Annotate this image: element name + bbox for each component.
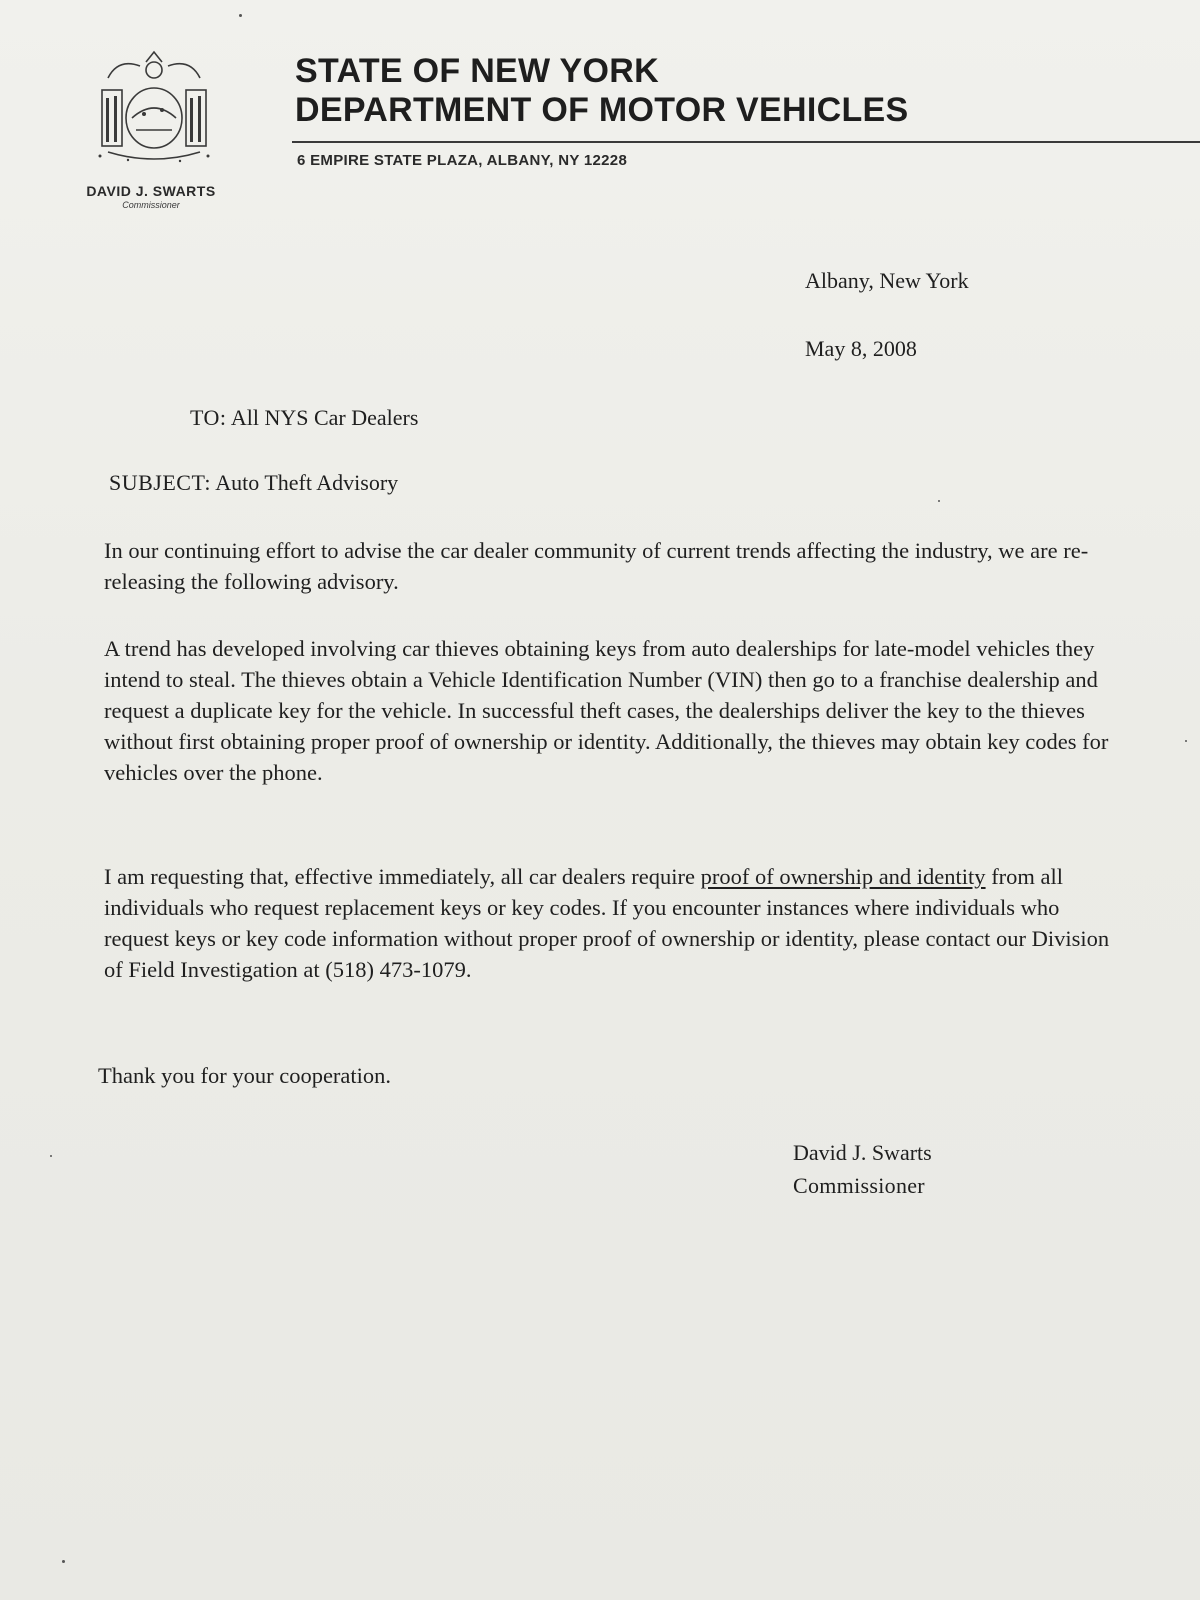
memo-subject-line [109,470,398,496]
signature-title: Commissioner [793,1173,925,1198]
commissioner-name: DAVID J. SWARTS [86,183,216,199]
memo-to-line [190,405,418,431]
commissioner-block [56,183,246,210]
letter-place: Albany, New York [805,268,969,293]
memo-to-label: TO: [190,405,227,430]
paper-speck [1185,740,1187,742]
memo-subject-label: SUBJECT: [109,470,211,495]
body-paragraph-closing: Thank you for your cooperation. [98,1063,392,1088]
body-paragraph-trend: A trend has developed involving car thieves obtaining keys from auto dealerships for late-model vehicles they intend to steal. The thieves obtain a Vehicle Identification Number (VIN) then go to a franchise dealership and request a duplicate key for the vehicle. In successful theft cases, the dealerships deliver the key to the thieves without first obtaining proper proof of ownership or identity. Additionally, the thieves may obtain key codes for vehicles over the phone. [104,636,1109,785]
letterhead-rule [292,141,1200,143]
memo-subject-value: Auto Theft Advisory [215,470,399,495]
commissioner-title: Commissioner [122,200,180,210]
agency-line-state: STATE OF NEW YORK [295,52,659,90]
paper-speck [50,1155,52,1157]
request-text-end: from all individuals who request replacement keys or key codes. If you encounter instances where individuals who request keys or key code information without proper proof of ownership or identity, please contact our Division of Field Investigation at (518) 473-1079. [104,864,1110,982]
request-text-start: I am requesting that, effective immediately, all car dealers require [104,864,701,889]
agency-line-department: DEPARTMENT OF MOTOR VEHICLES [295,91,909,129]
paper-speck [239,14,242,17]
paper-speck [938,500,940,502]
request-emphasis: proof of ownership and identity [700,864,986,889]
agency-address: 6 EMPIRE STATE PLAZA, ALBANY, NY 12228 [297,152,628,169]
body-paragraph-intro: In our continuing effort to advise the car dealer community of current trends affecting the industry, we are re-releasing the following advisory. [104,538,1089,594]
letter-date: May 8, 2008 [805,336,917,361]
new-york-state-seal-icon [88,48,220,168]
memo-to-value: All NYS Car Dealers [230,405,419,430]
agency-heading [295,52,909,130]
paper-speck [62,1560,65,1563]
body-paragraph-request [104,861,1114,985]
signature-name: David J. Swarts [793,1140,932,1165]
